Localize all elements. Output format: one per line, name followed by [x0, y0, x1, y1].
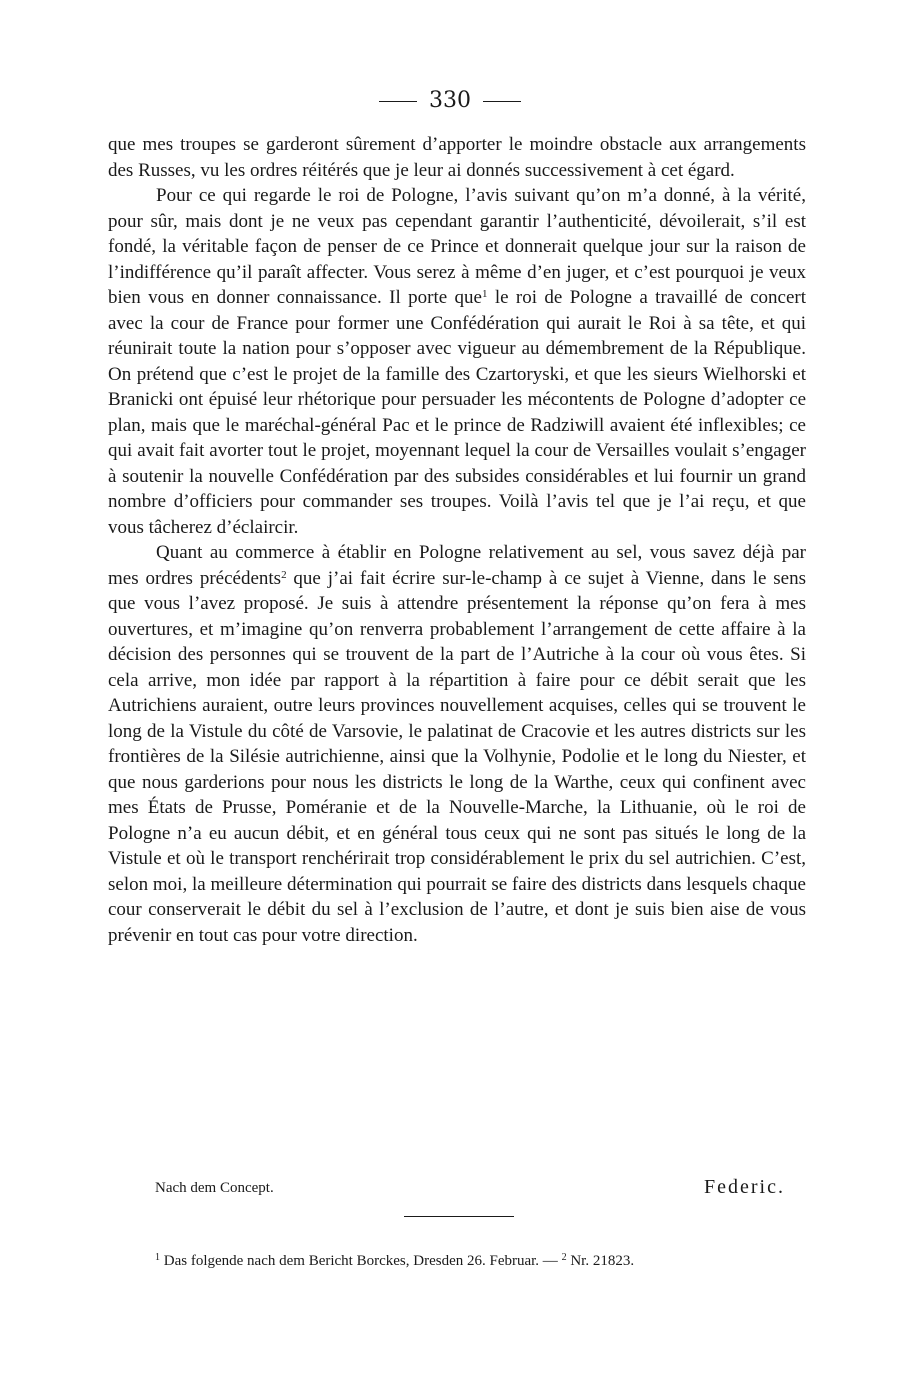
source-note: Nach dem Concept. — [155, 1180, 274, 1196]
footnote-mark-1: 1 — [155, 1252, 160, 1263]
closing-row — [155, 1176, 785, 1204]
paragraph-1-text: que mes troupes se garderont sûrement d’apporter le moindre obstacle aux arrangements des Russes, vu les ordres réitérés que je leur ai donnés successivement à cet égard. — [108, 134, 806, 181]
paragraph-2-text-b: le roi de Pologne a travaillé de concert avec la cour de France pour former une Confédération qui aurait le Roi à sa tête, et qui réunirait toute la nation pour s’opposer avec vigueur au démembrement de la République. On prétend que c’est le projet de la famille des Czartoryski, et que les sieurs Wielhorski et Branicki ont épuisé leur rhétorique pour persuader les mécontents de Pologne d’adopter ce plan, mais que le maréchal-général Pac et le prince de Radziwill avaient été inflexibles; ce qui avait fait avorter tout le projet, moyennant lequel la cour de Versailles voulait s’engager à soutenir la nouvelle Confédération par des subsides considérables et lui fournir un grand nombre d’officiers pour commander ses troupes. Voilà l’avis tel que je l’ai reçu, et que vous tâcherez d’éclaircir. — [108, 287, 806, 538]
body-text — [108, 132, 806, 948]
paragraph-3-text-a: Quant au commerce à établir en Pologne relativement au sel, vous savez déjà par mes ordres précédents — [108, 542, 806, 589]
footnotes — [155, 1253, 815, 1270]
paragraph-3 — [108, 540, 806, 948]
page-number-dash-right — [483, 101, 521, 102]
footnote-separator — [404, 1216, 514, 1217]
paragraph-1 — [108, 132, 806, 183]
signature: Federic. — [704, 1176, 785, 1198]
footnote-text-2: Nr. 21823. — [566, 1253, 635, 1269]
footnote-mark-2: 2 — [561, 1252, 567, 1263]
paragraph-2 — [108, 183, 806, 540]
page-number — [0, 88, 900, 114]
page-number-text: 330 — [429, 88, 471, 113]
paragraph-2-text-a: Pour ce qui regarde le roi de Pologne, l’avis suivant qu’on m’a donné, à la vérité, pour sûr, mais dont je ne veux pas cependant garantir l’authenticité, dévoilerait, s’il est fondé, la véritable façon de penser de ce Prince et donnerait quelque jour sur la raison de l’indifférence qu’il paraît affecter. Vous serez à même d’en juger, et c’est pourquoi je veux bien vous en donner connaissance. Il porte que — [108, 185, 806, 308]
page-number-dash-left — [379, 101, 417, 102]
footnote-ref-2: 2 — [281, 568, 287, 581]
footnote-ref-1: 1 — [481, 288, 488, 300]
paragraph-3-text-b: que j’ai fait écrire sur-le-champ à ce sujet à Vienne, dans le sens que vous l’avez proposé. Je suis à attendre présentement la réponse qu’on fera à mes ouvertures, et m’imagine qu’on renverra probablement l’arrangement de cette affaire à la décision des personnes qui se trouvent de la part de l’Autriche à la cour où vous êtes. Si cela arrive, mon idée par rapport à la répartition à faire pour ce débit serait que les Autrichiens auraient, outre leurs provinces nouvellement acquises, celles qui se trouvent le long de la Vistule du côté de Varsovie, le palatinat de Cracovie et les autres districts sur les frontières de la Silésie autrichienne, ainsi que la Volhynie, Podolie et le long du Niester, et que nous garderions pour nous les districts le long de la Warthe, ceux qui confinent avec mes États de Prusse, Poméranie et de la Nouvelle-Marche, la Lithuanie, où le roi de Pologne n’a eu aucun débit, et en général tous ceux qui ne sont pas situés le long de la Vistule et où le transport renchérirait trop considérablement le prix du sel autrichien. C’est, selon moi, la meilleure détermination qui pourrait se faire des districts dans lesquels chaque cour conserverait le débit du sel à l’exclusion de l’autre, et dont je suis bien aise de vous prévenir en tout cas pour votre direction. — [108, 567, 806, 946]
footnote-text-1: Das folgende nach dem Bericht Borckes, Dresden 26. Februar. — — [160, 1253, 562, 1269]
